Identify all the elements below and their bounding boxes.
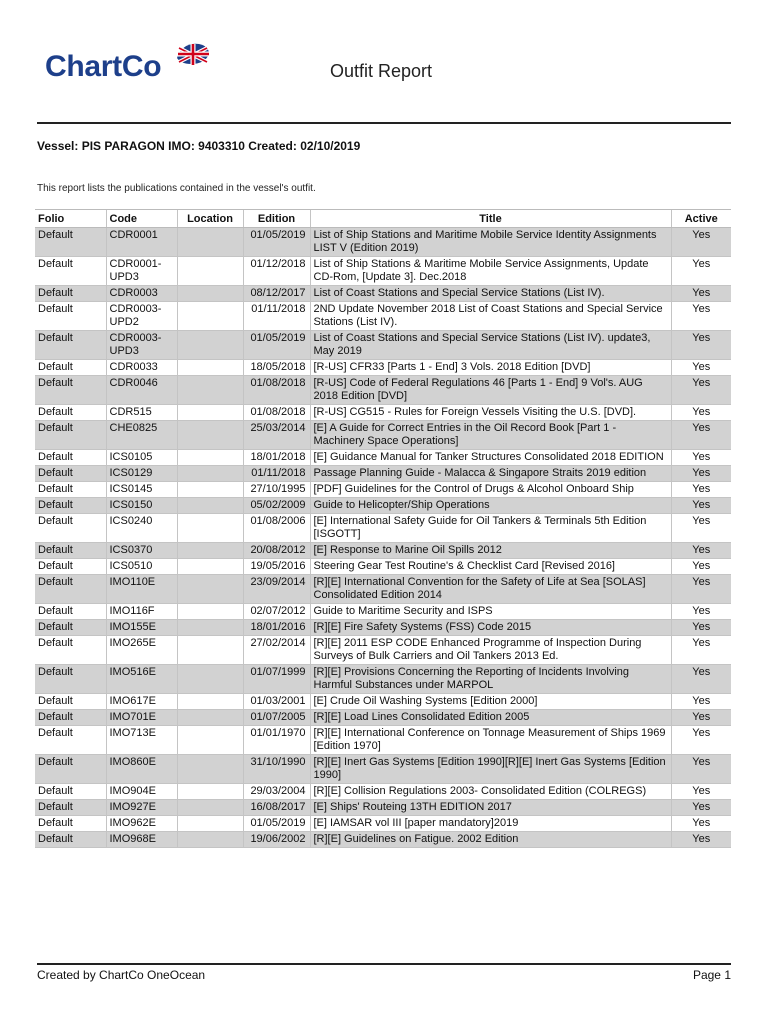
cell-location: [177, 694, 243, 710]
cell-active: Yes: [671, 575, 731, 604]
cell-active: Yes: [671, 257, 731, 286]
cell-edition: 19/06/2002: [243, 832, 310, 848]
cell-location: [177, 800, 243, 816]
cell-edition: 18/01/2016: [243, 620, 310, 636]
cell-title: [R-US] Code of Federal Regulations 46 [Parts 1 - End] 9 Vol's. AUG 2018 Edition [DVD]: [310, 376, 671, 405]
cell-edition: 05/02/2009: [243, 498, 310, 514]
cell-location: [177, 636, 243, 665]
cell-title: List of Ship Stations and Maritime Mobile Service Identity Assignments LIST V (Edition 2019): [310, 228, 671, 257]
cell-code: ICS0105: [106, 450, 177, 466]
cell-edition: 01/11/2018: [243, 302, 310, 331]
table-row: [35, 257, 731, 286]
cell-title: 2ND Update November 2018 List of Coast Stations and Special Service Stations (List IV).: [310, 302, 671, 331]
cell-location: [177, 360, 243, 376]
cell-active: Yes: [671, 604, 731, 620]
cell-active: Yes: [671, 286, 731, 302]
cell-title: [E] Crude Oil Washing Systems [Edition 2000]: [310, 694, 671, 710]
cell-folio: Default: [35, 466, 106, 482]
table-row: [35, 636, 731, 665]
cell-location: [177, 665, 243, 694]
cell-active: Yes: [671, 360, 731, 376]
table-row: [35, 543, 731, 559]
table-row: [35, 784, 731, 800]
cell-edition: 01/03/2001: [243, 694, 310, 710]
cell-folio: Default: [35, 514, 106, 543]
cell-edition: 01/07/1999: [243, 665, 310, 694]
cell-edition: 01/11/2018: [243, 466, 310, 482]
cell-title: [R][E] Guidelines on Fatigue. 2002 Edition: [310, 832, 671, 848]
union-flag-icon: [175, 40, 211, 70]
cell-code: IMO116F: [106, 604, 177, 620]
cell-title: Steering Gear Test Routine's & Checklist Card [Revised 2016]: [310, 559, 671, 575]
table-row: [35, 302, 731, 331]
table-row: [35, 755, 731, 784]
cell-location: [177, 604, 243, 620]
cell-active: Yes: [671, 832, 731, 848]
cell-location: [177, 543, 243, 559]
column-header-location: Location: [177, 210, 243, 228]
cell-title: [E] Guidance Manual for Tanker Structures Consolidated 2018 EDITION: [310, 450, 671, 466]
cell-folio: Default: [35, 832, 106, 848]
table-row: [35, 514, 731, 543]
cell-title: [PDF] Guidelines for the Control of Drugs & Alcohol Onboard Ship: [310, 482, 671, 498]
cell-folio: Default: [35, 257, 106, 286]
table-row: [35, 482, 731, 498]
cell-title: [E] International Safety Guide for Oil Tankers & Terminals 5th Edition [ISGOTT]: [310, 514, 671, 543]
cell-code: ICS0129: [106, 466, 177, 482]
table-body: [35, 228, 731, 848]
table-row: [35, 800, 731, 816]
cell-edition: 16/08/2017: [243, 800, 310, 816]
column-header-title: Title: [310, 210, 671, 228]
cell-title: [R][E] Fire Safety Systems (FSS) Code 2015: [310, 620, 671, 636]
table-row: [35, 286, 731, 302]
cell-folio: Default: [35, 636, 106, 665]
table-row: [35, 466, 731, 482]
cell-folio: Default: [35, 694, 106, 710]
cell-location: [177, 302, 243, 331]
cell-title: [R-US] CFR33 [Parts 1 - End] 3 Vols. 2018 Edition [DVD]: [310, 360, 671, 376]
cell-code: CDR0003-UPD2: [106, 302, 177, 331]
cell-code: ICS0240: [106, 514, 177, 543]
table-row: [35, 421, 731, 450]
cell-code: ICS0370: [106, 543, 177, 559]
cell-edition: 08/12/2017: [243, 286, 310, 302]
cell-active: Yes: [671, 636, 731, 665]
cell-title: [R][E] International Convention for the Safety of Life at Sea [SOLAS] Consolidated Edition 2014: [310, 575, 671, 604]
cell-title: List of Coast Stations and Special Service Stations (List IV).: [310, 286, 671, 302]
cell-location: [177, 405, 243, 421]
cell-code: CHE0825: [106, 421, 177, 450]
cell-code: IMO110E: [106, 575, 177, 604]
cell-folio: Default: [35, 543, 106, 559]
cell-code: CDR515: [106, 405, 177, 421]
column-header-folio: Folio: [35, 210, 106, 228]
cell-folio: Default: [35, 482, 106, 498]
cell-edition: 01/08/2018: [243, 376, 310, 405]
table-row: [35, 575, 731, 604]
table-row: [35, 228, 731, 257]
cell-folio: Default: [35, 784, 106, 800]
cell-location: [177, 257, 243, 286]
table-row: [35, 498, 731, 514]
cell-location: [177, 421, 243, 450]
cell-code: CDR0046: [106, 376, 177, 405]
cell-code: IMO713E: [106, 726, 177, 755]
cell-active: Yes: [671, 450, 731, 466]
cell-folio: Default: [35, 710, 106, 726]
cell-code: IMO265E: [106, 636, 177, 665]
table-row: [35, 376, 731, 405]
cell-edition: 01/07/2005: [243, 710, 310, 726]
cell-active: Yes: [671, 665, 731, 694]
cell-code: IMO927E: [106, 800, 177, 816]
cell-edition: 29/03/2004: [243, 784, 310, 800]
cell-title: [R][E] International Conference on Tonnage Measurement of Ships 1969 [Edition 1970]: [310, 726, 671, 755]
table-row: [35, 360, 731, 376]
cell-active: Yes: [671, 620, 731, 636]
cell-edition: 31/10/1990: [243, 755, 310, 784]
table-row: [35, 665, 731, 694]
cell-location: [177, 228, 243, 257]
cell-active: Yes: [671, 784, 731, 800]
column-header-active: Active: [671, 210, 731, 228]
table-row: [35, 726, 731, 755]
cell-edition: 01/01/1970: [243, 726, 310, 755]
cell-title: [E] Ships' Routeing 13TH EDITION 2017: [310, 800, 671, 816]
cell-active: Yes: [671, 559, 731, 575]
table-row: [35, 450, 731, 466]
cell-title: List of Coast Stations and Special Service Stations (List IV). update3, May 2019: [310, 331, 671, 360]
table-row: [35, 604, 731, 620]
cell-code: IMO904E: [106, 784, 177, 800]
cell-code: IMO516E: [106, 665, 177, 694]
cell-location: [177, 514, 243, 543]
cell-location: [177, 376, 243, 405]
cell-code: IMO962E: [106, 816, 177, 832]
cell-title: [R][E] Collision Regulations 2003- Consolidated Edition (COLREGS): [310, 784, 671, 800]
cell-active: Yes: [671, 331, 731, 360]
cell-edition: 23/09/2014: [243, 575, 310, 604]
cell-folio: Default: [35, 755, 106, 784]
cell-active: Yes: [671, 543, 731, 559]
column-header-code: Code: [106, 210, 177, 228]
table-row: [35, 710, 731, 726]
cell-edition: 27/02/2014: [243, 636, 310, 665]
cell-folio: Default: [35, 331, 106, 360]
table-row: [35, 620, 731, 636]
cell-location: [177, 784, 243, 800]
cell-active: Yes: [671, 302, 731, 331]
cell-folio: Default: [35, 450, 106, 466]
cell-edition: 19/05/2016: [243, 559, 310, 575]
cell-folio: Default: [35, 575, 106, 604]
report-title: Outfit Report: [330, 61, 433, 81]
table-row: [35, 405, 731, 421]
header-divider: [37, 122, 731, 124]
cell-active: Yes: [671, 694, 731, 710]
cell-folio: Default: [35, 665, 106, 694]
cell-code: IMO968E: [106, 832, 177, 848]
cell-title: [R][E] Inert Gas Systems [Edition 1990][R][E] Inert Gas Systems [Edition 1990]: [310, 755, 671, 784]
cell-active: Yes: [671, 514, 731, 543]
cell-location: [177, 482, 243, 498]
cell-title: [E] Response to Marine Oil Spills 2012: [310, 543, 671, 559]
cell-edition: 01/08/2006: [243, 514, 310, 543]
cell-folio: Default: [35, 405, 106, 421]
cell-location: [177, 726, 243, 755]
cell-code: IMO617E: [106, 694, 177, 710]
table-header-row: [35, 210, 731, 228]
cell-location: [177, 710, 243, 726]
page-number: Page 1: [692, 968, 731, 982]
cell-code: ICS0150: [106, 498, 177, 514]
cell-edition: 01/05/2019: [243, 228, 310, 257]
cell-folio: Default: [35, 604, 106, 620]
cell-edition: 27/10/1995: [243, 482, 310, 498]
cell-active: Yes: [671, 228, 731, 257]
table-row: [35, 816, 731, 832]
table-row: [35, 832, 731, 848]
cell-code: CDR0003: [106, 286, 177, 302]
cell-location: [177, 466, 243, 482]
cell-folio: Default: [35, 620, 106, 636]
cell-code: CDR0001: [106, 228, 177, 257]
cell-code: ICS0145: [106, 482, 177, 498]
table-row: [35, 694, 731, 710]
cell-location: [177, 620, 243, 636]
cell-folio: Default: [35, 302, 106, 331]
cell-title: [E] IAMSAR vol III [paper mandatory]2019: [310, 816, 671, 832]
outfit-table: [35, 209, 731, 848]
cell-folio: Default: [35, 286, 106, 302]
cell-folio: Default: [35, 228, 106, 257]
cell-edition: 18/05/2018: [243, 360, 310, 376]
cell-title: Passage Planning Guide - Malacca & Singapore Straits 2019 edition: [310, 466, 671, 482]
cell-active: Yes: [671, 800, 731, 816]
vessel-info: Vessel: PIS PARAGON IMO: 9403310 Created: 02/10/2019: [37, 139, 361, 153]
cell-location: [177, 816, 243, 832]
cell-code: CDR0001-UPD3: [106, 257, 177, 286]
cell-folio: Default: [35, 726, 106, 755]
cell-title: [E] A Guide for Correct Entries in the Oil Record Book [Part 1 - Machinery Space Operations]: [310, 421, 671, 450]
cell-folio: Default: [35, 360, 106, 376]
cell-folio: Default: [35, 421, 106, 450]
column-header-edition: Edition: [243, 210, 310, 228]
cell-title: [R-US] CG515 - Rules for Foreign Vessels Visiting the U.S. [DVD].: [310, 405, 671, 421]
cell-location: [177, 559, 243, 575]
cell-folio: Default: [35, 816, 106, 832]
cell-title: [R][E] Provisions Concerning the Reporting of Incidents Involving Harmful Substances under MARPOL: [310, 665, 671, 694]
cell-active: Yes: [671, 726, 731, 755]
cell-title: Guide to Helicopter/Ship Operations: [310, 498, 671, 514]
cell-code: IMO701E: [106, 710, 177, 726]
cell-edition: 01/12/2018: [243, 257, 310, 286]
cell-title: [R][E] Load Lines Consolidated Edition 2005: [310, 710, 671, 726]
cell-edition: 01/08/2018: [243, 405, 310, 421]
cell-location: [177, 286, 243, 302]
report-description: This report lists the publications contained in the vessel's outfit.: [37, 183, 316, 194]
cell-active: Yes: [671, 498, 731, 514]
cell-location: [177, 832, 243, 848]
footer-divider: [37, 963, 731, 965]
table-row: [35, 559, 731, 575]
cell-active: Yes: [671, 421, 731, 450]
cell-folio: Default: [35, 800, 106, 816]
cell-active: Yes: [671, 482, 731, 498]
cell-active: Yes: [671, 710, 731, 726]
cell-code: CDR0033: [106, 360, 177, 376]
cell-title: Guide to Maritime Security and ISPS: [310, 604, 671, 620]
footer-credit: Created by ChartCo OneOcean: [37, 968, 206, 982]
chartco-logo: [45, 40, 215, 90]
cell-edition: 01/05/2019: [243, 331, 310, 360]
cell-title: List of Ship Stations & Maritime Mobile Service Assignments, Update CD-Rom, [Update 3]. Dec.2018: [310, 257, 671, 286]
cell-edition: 01/05/2019: [243, 816, 310, 832]
cell-code: IMO860E: [106, 755, 177, 784]
cell-edition: 25/03/2014: [243, 421, 310, 450]
cell-edition: 02/07/2012: [243, 604, 310, 620]
table-row: [35, 331, 731, 360]
cell-code: IMO155E: [106, 620, 177, 636]
cell-active: Yes: [671, 755, 731, 784]
cell-location: [177, 575, 243, 604]
logo-text: ChartCo: [45, 50, 162, 83]
cell-active: Yes: [671, 816, 731, 832]
cell-location: [177, 755, 243, 784]
cell-folio: Default: [35, 498, 106, 514]
cell-edition: 18/01/2018: [243, 450, 310, 466]
cell-folio: Default: [35, 559, 106, 575]
cell-code: CDR0003-UPD3: [106, 331, 177, 360]
cell-code: ICS0510: [106, 559, 177, 575]
cell-location: [177, 450, 243, 466]
cell-active: Yes: [671, 376, 731, 405]
cell-title: [R][E] 2011 ESP CODE Enhanced Programme of Inspection During Surveys of Bulk Carriers and Oil Tankers 2013 Ed.: [310, 636, 671, 665]
cell-edition: 20/08/2012: [243, 543, 310, 559]
cell-folio: Default: [35, 376, 106, 405]
cell-active: Yes: [671, 405, 731, 421]
cell-location: [177, 331, 243, 360]
cell-location: [177, 498, 243, 514]
cell-active: Yes: [671, 466, 731, 482]
